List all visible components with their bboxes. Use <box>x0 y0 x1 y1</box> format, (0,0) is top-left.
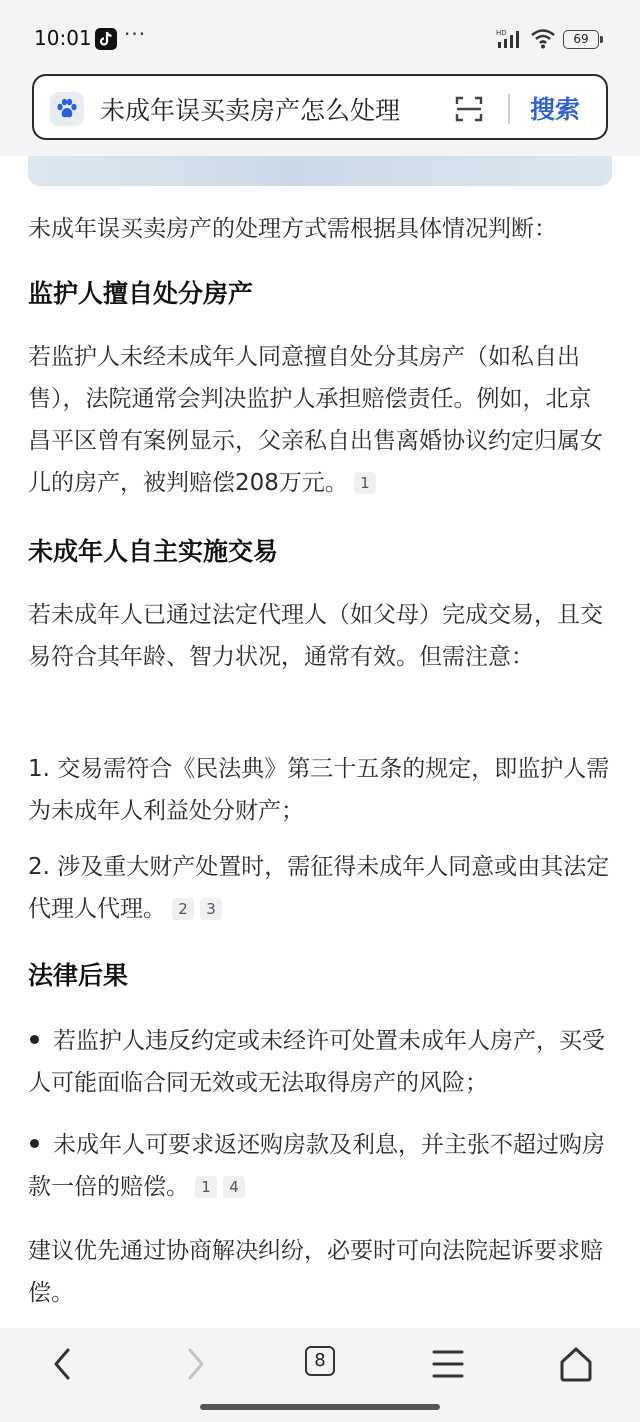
bullet-item <box>28 1020 612 1104</box>
section-body-text: 若监护人未经未成年人同意擅自处分其房产（如私自出售），法院通常会判决监护人承担赔偿责任。例如，北京昌平区曾有案例显示，父亲私自出售离婚协议约定归属女儿的房产，被判赔偿208万元。 <box>28 344 603 496</box>
reference-badge[interactable]: 1 <box>195 1176 217 1198</box>
home-indicator[interactable] <box>200 1404 440 1410</box>
search-divider <box>508 94 510 124</box>
bullet-icon <box>30 1035 39 1044</box>
home-icon[interactable] <box>554 1344 598 1384</box>
bullet-icon <box>30 1139 39 1148</box>
signal-icon <box>496 28 524 48</box>
battery-indicator: 69 <box>563 30 599 49</box>
list-item-text: 2. 涉及重大财产处置时，需征得未成年人同意或由其法定代理人代理。 <box>28 854 610 922</box>
scan-icon[interactable] <box>454 94 484 124</box>
paw-icon[interactable] <box>50 92 84 126</box>
list-item: 1. 交易需符合《民法典》第三十五条的规定，即监护人需为未成年人利益处分财产； <box>28 756 610 824</box>
tabs-button[interactable]: 8 <box>305 1346 335 1376</box>
reference-badge[interactable]: 3 <box>200 898 222 920</box>
bullet-text: 未成年人可要求返还购房款及利息，并主张不超过购房款一倍的赔偿。 <box>28 1132 605 1200</box>
section-body-minor: 若未成年人已通过法定代理人（如父母）完成交易，且交易符合其年龄、智力状况，通常有效。但需注意： <box>28 602 603 670</box>
section-heading-consequences: 法律后果 <box>28 961 129 990</box>
svg-text:HD: HD <box>496 29 507 37</box>
search-header <box>0 70 640 156</box>
reference-badge[interactable]: 4 <box>223 1176 245 1198</box>
hero-image[interactable] <box>28 156 612 186</box>
back-icon[interactable] <box>42 1344 86 1384</box>
article-content <box>0 156 640 1328</box>
status-time: 10:01 <box>34 26 92 50</box>
status-bar <box>0 0 640 70</box>
bottom-nav <box>0 1328 640 1422</box>
search-input[interactable]: 未成年误买卖房产怎么处理 <box>100 91 454 127</box>
section-heading-minor: 未成年人自主实施交易 <box>28 537 279 566</box>
search-button[interactable]: 搜索 <box>530 95 581 124</box>
wifi-icon <box>530 27 556 49</box>
search-box[interactable] <box>32 74 608 140</box>
reference-badge[interactable]: 1 <box>354 472 376 494</box>
section-heading-guardian: 监护人擅自处分房产 <box>28 279 254 308</box>
menu-icon[interactable] <box>426 1344 470 1384</box>
intro-text: 未成年误买卖房产的处理方式需根据具体情况判断： <box>28 216 557 242</box>
tiktok-icon <box>95 28 117 50</box>
bullet-text: 若监护人违反约定或未经许可处置未成年人房产，买受人可能面临合同无效或无法取得房产的风险； <box>28 1028 605 1096</box>
conclusion-text: 建议优先通过协商解决纠纷，必要时可向法院起诉要求赔偿。 <box>28 1238 603 1306</box>
reference-badge[interactable]: 2 <box>172 898 194 920</box>
forward-icon[interactable] <box>172 1344 216 1384</box>
section-body-guardian <box>28 336 612 504</box>
list-item <box>28 846 612 930</box>
bullet-item <box>28 1124 612 1208</box>
status-more-dots: ··· <box>124 22 147 46</box>
